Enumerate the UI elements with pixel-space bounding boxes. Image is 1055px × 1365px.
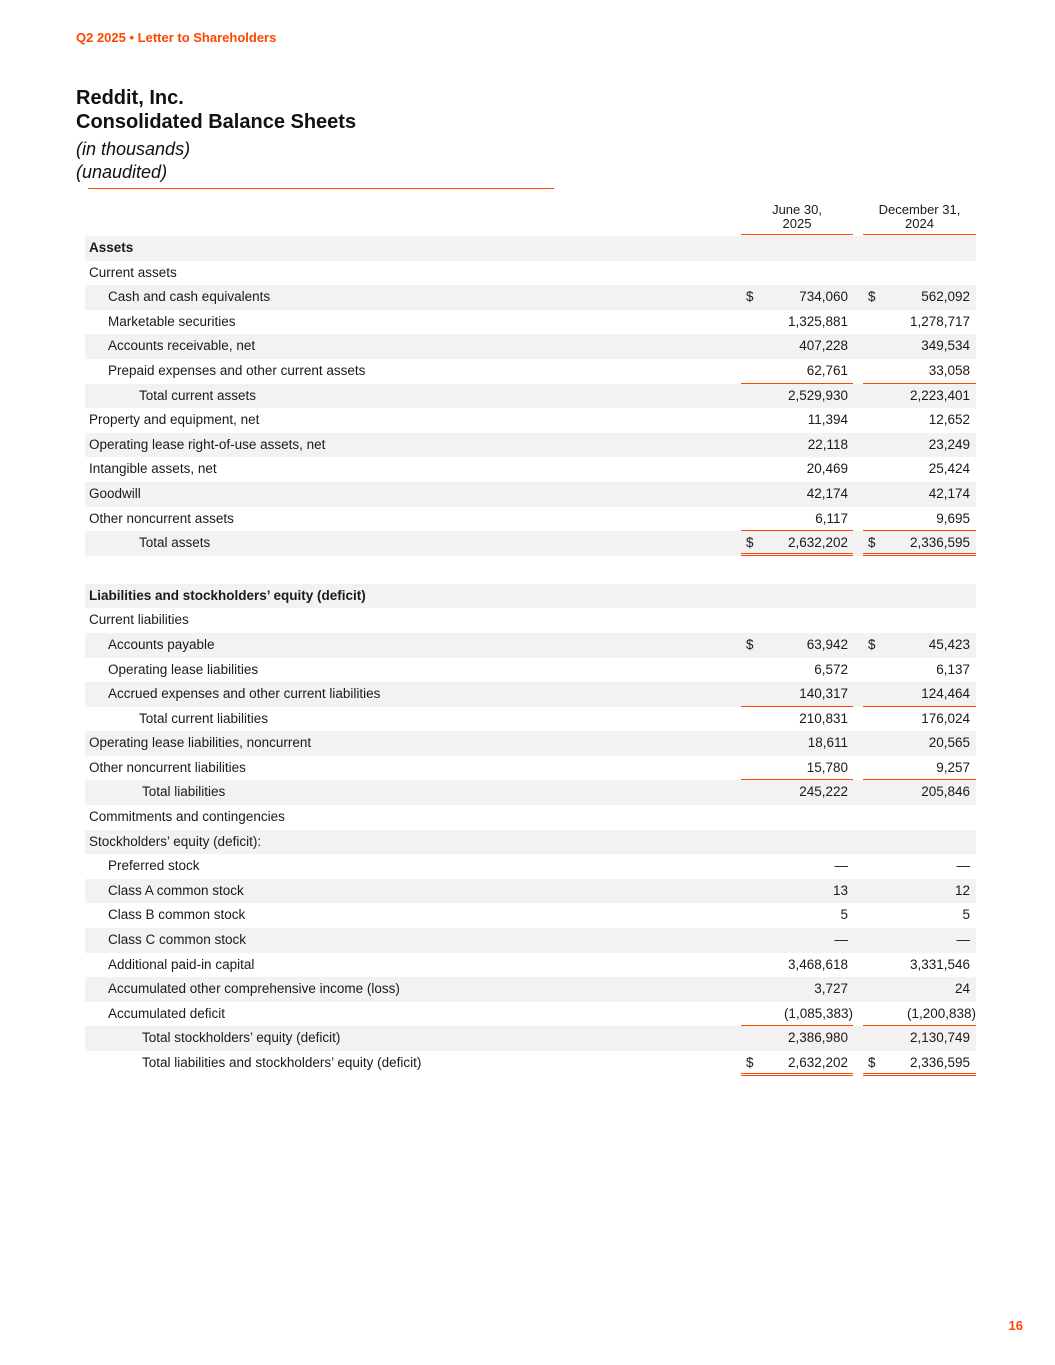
row-label: Commitments and contingencies [89, 809, 285, 825]
value-text: 2,336,595 [909, 535, 970, 551]
dollar-sign: $ [868, 636, 876, 652]
table-row [85, 953, 976, 978]
section-gap [85, 556, 976, 584]
dollar-sign: $ [746, 1055, 754, 1070]
table-row [85, 408, 976, 433]
row-label: Operating lease liabilities, noncurrent [89, 735, 312, 751]
row-label: Stockholders’ equity (deficit): [89, 833, 262, 849]
dollar-sign: $ [746, 636, 754, 652]
row-label: Cash and cash equivalents [108, 289, 271, 305]
value-2025: 140,317 [741, 682, 853, 707]
value-2025: — [834, 858, 848, 874]
row-label: Property and equipment, net [89, 412, 260, 428]
table-row [85, 1002, 976, 1027]
row-label: Liabilities and stockholders’ equity (deficit) [89, 587, 366, 603]
value-2024 [863, 633, 976, 658]
row-label: Total liabilities [142, 784, 226, 800]
table-row [85, 310, 976, 335]
row-label: Total stockholders’ equity (deficit) [142, 1030, 341, 1046]
value-2025 [741, 285, 853, 310]
row-label: Current liabilities [89, 612, 189, 628]
value-2025: 210,831 [799, 710, 848, 726]
row-label: Operating lease right-of-use assets, net [89, 436, 326, 452]
column-header-june-2025 [741, 203, 853, 235]
value-2024 [863, 1051, 976, 1076]
table-row [85, 707, 976, 732]
row-label: Accrued expenses and other current liabilities [108, 686, 381, 702]
value-2024: 33,058 [863, 359, 976, 384]
row-label: Total assets [139, 535, 211, 551]
value-2024: 176,024 [921, 710, 970, 726]
value-2025: 3,727 [814, 981, 848, 997]
value-2024: 9,695 [863, 507, 976, 532]
dollar-sign: $ [746, 289, 754, 305]
value-2025: — [834, 932, 848, 948]
dollar-sign: $ [746, 535, 754, 551]
table-row [85, 805, 976, 830]
value-2025 [741, 633, 853, 658]
value-text: 2,632,202 [787, 1055, 848, 1070]
value-2024: 1,278,717 [909, 313, 970, 329]
value-text: 2,336,595 [909, 1055, 970, 1070]
table-row [85, 531, 976, 556]
table-row [85, 285, 976, 310]
value-2025: 3,468,618 [787, 956, 848, 972]
column-header-line: December 31, [878, 202, 961, 217]
value-2024: 205,846 [921, 784, 970, 800]
value-text: 63,942 [806, 636, 848, 652]
column-header-dec-2024 [863, 203, 976, 235]
page-number: 16 [1008, 1318, 1023, 1333]
table-row [85, 633, 976, 658]
value-2024: 42,174 [928, 485, 970, 501]
table-row [85, 682, 976, 707]
value-2024: 20,565 [928, 735, 970, 751]
row-label: Current assets [89, 264, 177, 280]
dollar-sign: $ [868, 535, 876, 551]
table-row [85, 584, 976, 609]
value-2025: 1,325,881 [787, 313, 848, 329]
value-2024: 6,137 [936, 661, 970, 677]
value-2025 [741, 1051, 853, 1076]
value-2025: 2,386,980 [787, 1030, 848, 1046]
row-label: Intangible assets, net [89, 461, 217, 477]
table-row [85, 1051, 976, 1076]
statement-title: Consolidated Balance Sheets [76, 111, 357, 133]
row-label: Other noncurrent liabilities [89, 759, 246, 775]
table-row [85, 854, 976, 879]
value-2025: 2,529,930 [787, 387, 848, 403]
value-2025: 13 [832, 882, 848, 898]
table-row [85, 507, 976, 532]
dollar-sign: $ [868, 289, 876, 305]
row-label: Total liabilities and stockholders’ equity (deficit) [142, 1055, 422, 1070]
row-label: Operating lease liabilities [108, 661, 259, 677]
row-label: Preferred stock [108, 858, 200, 874]
table-row [85, 1026, 976, 1051]
row-label: Accumulated deficit [108, 1005, 226, 1021]
audit-note: (unaudited) [76, 162, 168, 182]
value-2024: 349,534 [921, 338, 970, 354]
row-label: Accounts receivable, net [108, 338, 256, 354]
value-2025: 42,174 [806, 485, 848, 501]
row-label: Class A common stock [108, 882, 244, 898]
value-text: 734,060 [799, 289, 848, 305]
value-2025: 6,117 [741, 507, 853, 532]
value-2024: — [956, 932, 970, 948]
row-label: Total current liabilities [139, 710, 269, 726]
value-2024: 25,424 [928, 461, 970, 477]
table-row [85, 384, 976, 409]
value-2025: 11,394 [807, 412, 848, 428]
value-2025: 62,761 [741, 359, 853, 384]
value-2025: 6,572 [814, 661, 848, 677]
table-row [85, 608, 976, 633]
value-2024: 2,130,749 [909, 1030, 970, 1046]
table-row [85, 756, 976, 781]
table-row [85, 457, 976, 482]
value-2024: (1,200,838) [863, 1002, 976, 1027]
units-note: (in thousands) [76, 139, 191, 159]
table-row [85, 236, 976, 261]
table-row [85, 334, 976, 359]
value-2024: 9,257 [863, 756, 976, 781]
column-header-line: 2024 [905, 216, 934, 231]
value-2025: 18,611 [807, 735, 848, 751]
value-2025: 15,780 [741, 756, 853, 781]
row-label: Additional paid-in capital [108, 956, 255, 972]
value-2024: 3,331,546 [909, 956, 970, 972]
value-2025: (1,085,383) [741, 1002, 853, 1027]
row-label: Total current assets [139, 387, 257, 403]
column-header-line: 2025 [782, 216, 812, 231]
title-divider [88, 188, 554, 189]
table-body [85, 236, 976, 1076]
value-2025 [741, 531, 853, 556]
row-label: Assets [89, 240, 134, 255]
report-header: Q2 2025 • Letter to Shareholders [76, 30, 277, 45]
value-2025: 5 [840, 907, 848, 923]
row-label: Accounts payable [108, 636, 215, 652]
table-row [85, 879, 976, 904]
value-2024: 2,223,401 [909, 387, 970, 403]
value-2024 [863, 531, 976, 556]
table-row [85, 433, 976, 458]
row-label: Other noncurrent assets [89, 510, 234, 526]
company-name: Reddit, Inc. [76, 87, 184, 109]
value-2024: 12 [954, 882, 970, 898]
column-header-line: June 30, [772, 202, 822, 217]
value-text: 2,632,202 [787, 535, 848, 551]
value-2025: 407,228 [799, 338, 848, 354]
row-label: Marketable securities [108, 313, 236, 329]
value-2025: 20,469 [806, 461, 848, 477]
table-row [85, 359, 976, 384]
value-2024 [863, 285, 976, 310]
row-label: Class B common stock [108, 907, 246, 923]
dollar-sign: $ [868, 1055, 876, 1070]
table-row [85, 928, 976, 953]
value-2024: — [956, 858, 970, 874]
table-row [85, 830, 976, 855]
table-row [85, 731, 976, 756]
value-text: 45,423 [928, 636, 970, 652]
value-2024: 124,464 [863, 682, 976, 707]
value-2024: 24 [954, 981, 970, 997]
table-row [85, 903, 976, 928]
table-row [85, 658, 976, 683]
table-row [85, 261, 976, 286]
row-label: Prepaid expenses and other current assets [108, 362, 366, 378]
value-2024: 5 [962, 907, 970, 923]
title-block [76, 86, 356, 184]
row-label: Accumulated other comprehensive income (loss) [108, 981, 400, 997]
value-2024: 23,249 [928, 436, 970, 452]
value-2025: 22,118 [807, 436, 848, 452]
table-row [85, 780, 976, 805]
row-label: Class C common stock [108, 932, 247, 948]
value-text: 562,092 [921, 289, 970, 305]
table-row [85, 977, 976, 1002]
row-label: Goodwill [89, 485, 141, 501]
value-2025: 245,222 [799, 784, 848, 800]
value-2024: 12,652 [928, 412, 970, 428]
table-row [85, 482, 976, 507]
